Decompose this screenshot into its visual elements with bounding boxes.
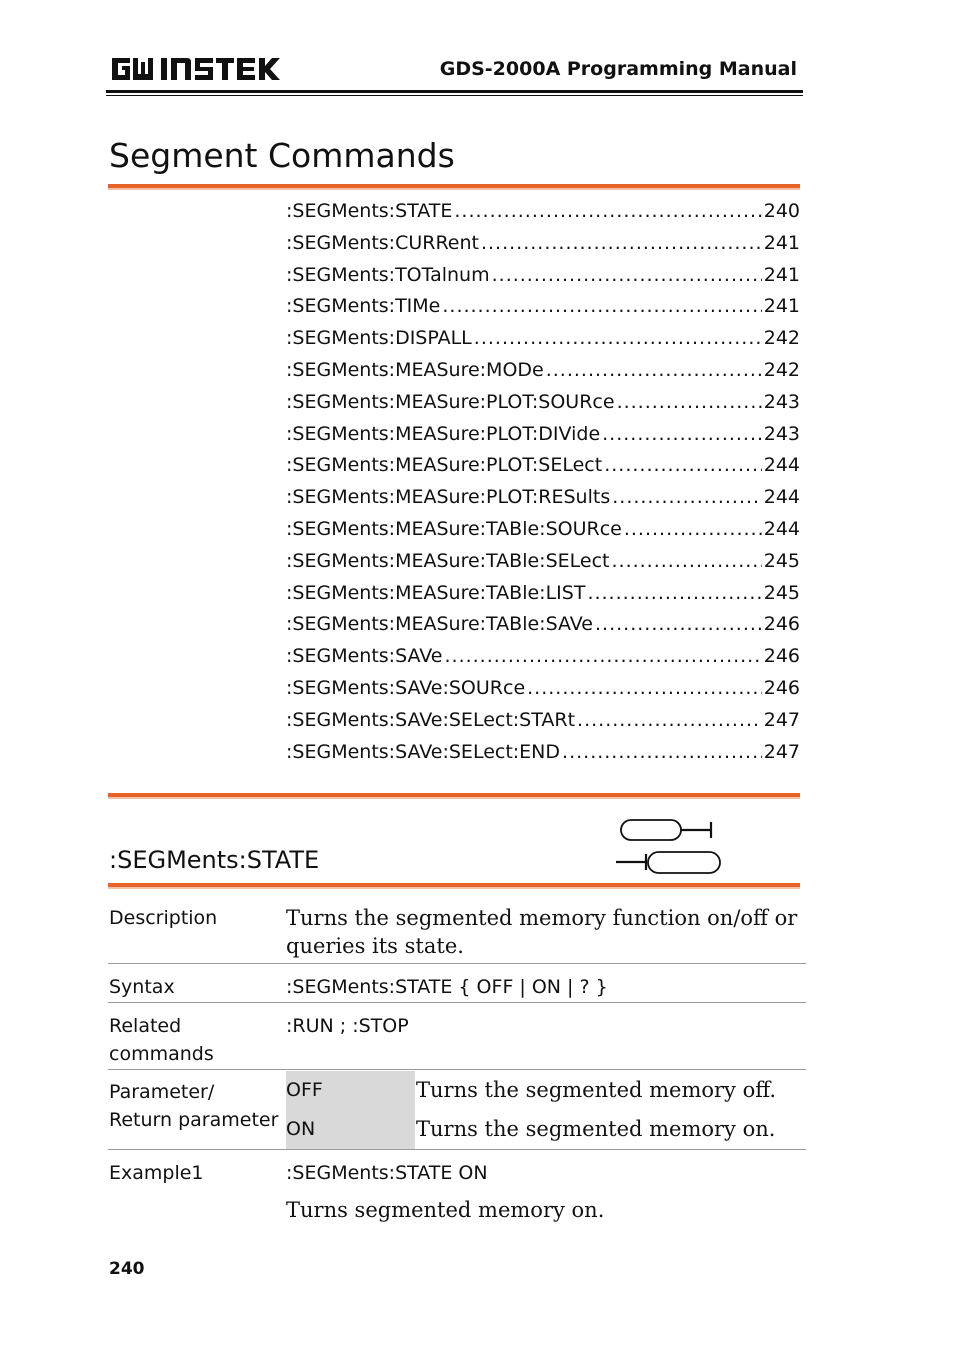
param-name-on: ON [286, 1110, 415, 1149]
row-divider [108, 963, 806, 964]
section-title: Segment Commands [109, 136, 455, 175]
toc-row[interactable] [286, 200, 800, 232]
toc-leader-dots [481, 232, 762, 254]
toc-row[interactable] [286, 677, 800, 709]
section-title-rule [108, 184, 800, 188]
toc-command: :SEGMents:TOTalnum [286, 263, 490, 286]
toc-row[interactable] [286, 550, 800, 582]
set-query-icon [614, 816, 724, 876]
toc-command: :SEGMents:SAVe:SOURce [286, 676, 526, 699]
toc-page-number: 241 [763, 263, 800, 286]
toc-page-number: 244 [763, 454, 800, 477]
toc-leader-dots [624, 518, 762, 540]
toc-command: :SEGMents:SAVe:SELect:END [286, 740, 561, 763]
toc-page-number: 247 [763, 708, 800, 731]
toc-row[interactable] [286, 582, 800, 614]
toc-command: :SEGMents:MEASure:PLOT:DIVide [286, 422, 601, 445]
related-label-line-1: Related [109, 1015, 182, 1037]
toc-page-number: 245 [763, 581, 800, 604]
toc-leader-dots [602, 423, 762, 445]
toc-leader-dots [595, 613, 762, 635]
toc-command: :SEGMents:DISPALL [286, 327, 472, 350]
toc-leader-dots [546, 359, 762, 381]
page-number: 240 [109, 1259, 145, 1279]
row-divider [108, 1069, 806, 1070]
toc-row[interactable] [286, 232, 800, 264]
toc-row[interactable] [286, 359, 800, 391]
example-description: Turns segmented memory on. [286, 1198, 605, 1222]
param-name-off: OFF [286, 1071, 415, 1110]
toc-row[interactable] [286, 613, 800, 645]
toc-list [286, 200, 800, 772]
parameter-label-line-2: Return parameter [109, 1109, 279, 1131]
toc-row[interactable] [286, 327, 800, 359]
param-desc-on: Turns the segmented memory on. [416, 1117, 776, 1141]
toc-command: :SEGMents:MEASure:TABle:SELect [286, 549, 610, 572]
toc-page-number: 245 [763, 549, 800, 572]
toc-page-number: 244 [763, 517, 800, 540]
toc-row[interactable] [286, 518, 800, 550]
toc-row[interactable] [286, 295, 800, 327]
toc-leader-dots [527, 677, 762, 699]
toc-leader-dots [617, 391, 762, 413]
parameter-label-line-1: Parameter/ [109, 1081, 215, 1103]
toc-command: :SEGMents:MEASure:MODe [286, 358, 544, 381]
toc-command: :SEGMents:MEASure:PLOT:RESults [286, 486, 611, 509]
toc-row[interactable] [286, 264, 800, 296]
toc-row[interactable] [286, 486, 800, 518]
command-heading: :SEGMents:STATE [109, 846, 320, 874]
toc-page-number: 241 [763, 295, 800, 318]
related-label-line-2: commands [109, 1043, 214, 1065]
toc-leader-dots [612, 486, 762, 508]
toc-leader-dots [454, 200, 761, 222]
example-command: :SEGMents:STATE ON [286, 1162, 488, 1184]
toc-page-number: 241 [763, 231, 800, 254]
header-rule [106, 90, 803, 93]
toc-leader-dots [444, 645, 761, 667]
toc-leader-dots [562, 741, 762, 763]
syntax-value: :SEGMents:STATE { OFF | ON | ? } [286, 976, 608, 998]
toc-row[interactable] [286, 645, 800, 677]
toc-page-number: 242 [763, 358, 800, 381]
example-label: Example1 [109, 1162, 204, 1184]
description-line-1: Turns the segmented memory function on/off or [286, 906, 798, 930]
toc-page-number: 247 [763, 740, 800, 763]
toc-command: :SEGMents:MEASure:PLOT:SOURce [286, 390, 615, 413]
toc-command: :SEGMents:MEASure:TABle:SAVe [286, 613, 593, 636]
row-divider [108, 1149, 806, 1150]
toc-leader-dots [492, 264, 762, 286]
toc-leader-dots [604, 454, 762, 476]
toc-page-number: 240 [763, 200, 800, 222]
toc-command: :SEGMents:MEASure:PLOT:SELect [286, 454, 603, 477]
command-heading-rule [108, 883, 800, 887]
toc-row[interactable] [286, 391, 800, 423]
toc-command: :SEGMents:CURRent [286, 231, 479, 254]
toc-leader-dots [442, 295, 761, 317]
manual-title: GDS-2000A Programming Manual [439, 58, 797, 80]
toc-page-number: 243 [763, 422, 800, 445]
toc-command: :SEGMents:MEASure:TABle:LIST [286, 581, 586, 604]
toc-command: :SEGMents:SAVe:SELect:STARt [286, 708, 576, 731]
toc-command: :SEGMents:STATE [286, 200, 453, 222]
toc-row[interactable] [286, 454, 800, 486]
toc-command: :SEGMents:SAVe [286, 645, 443, 668]
toc-leader-dots [587, 582, 761, 604]
param-desc-off: Turns the segmented memory off. [416, 1078, 777, 1102]
gw-instek-logo [110, 54, 282, 84]
toc-end-rule [108, 793, 800, 797]
toc-row[interactable] [286, 741, 800, 773]
description-line-2: queries its state. [286, 934, 464, 958]
toc-page-number: 246 [763, 676, 800, 699]
description-label: Description [109, 907, 218, 929]
toc-page-number: 242 [763, 327, 800, 350]
toc-row[interactable] [286, 709, 800, 741]
toc-page-number: 246 [763, 613, 800, 636]
toc-leader-dots [577, 709, 762, 731]
toc-page-number: 244 [763, 486, 800, 509]
row-divider [108, 1002, 806, 1003]
toc-command: :SEGMents:TIMe [286, 295, 441, 318]
toc-row[interactable] [286, 423, 800, 455]
toc-page-number: 243 [763, 390, 800, 413]
syntax-label: Syntax [109, 976, 175, 998]
related-commands-value: :RUN ; :STOP [286, 1015, 409, 1037]
header-rule-thin [106, 95, 803, 96]
toc-command: :SEGMents:MEASure:TABle:SOURce [286, 517, 622, 540]
toc-leader-dots [611, 550, 761, 572]
toc-leader-dots [474, 327, 762, 349]
toc-page-number: 246 [763, 645, 800, 668]
